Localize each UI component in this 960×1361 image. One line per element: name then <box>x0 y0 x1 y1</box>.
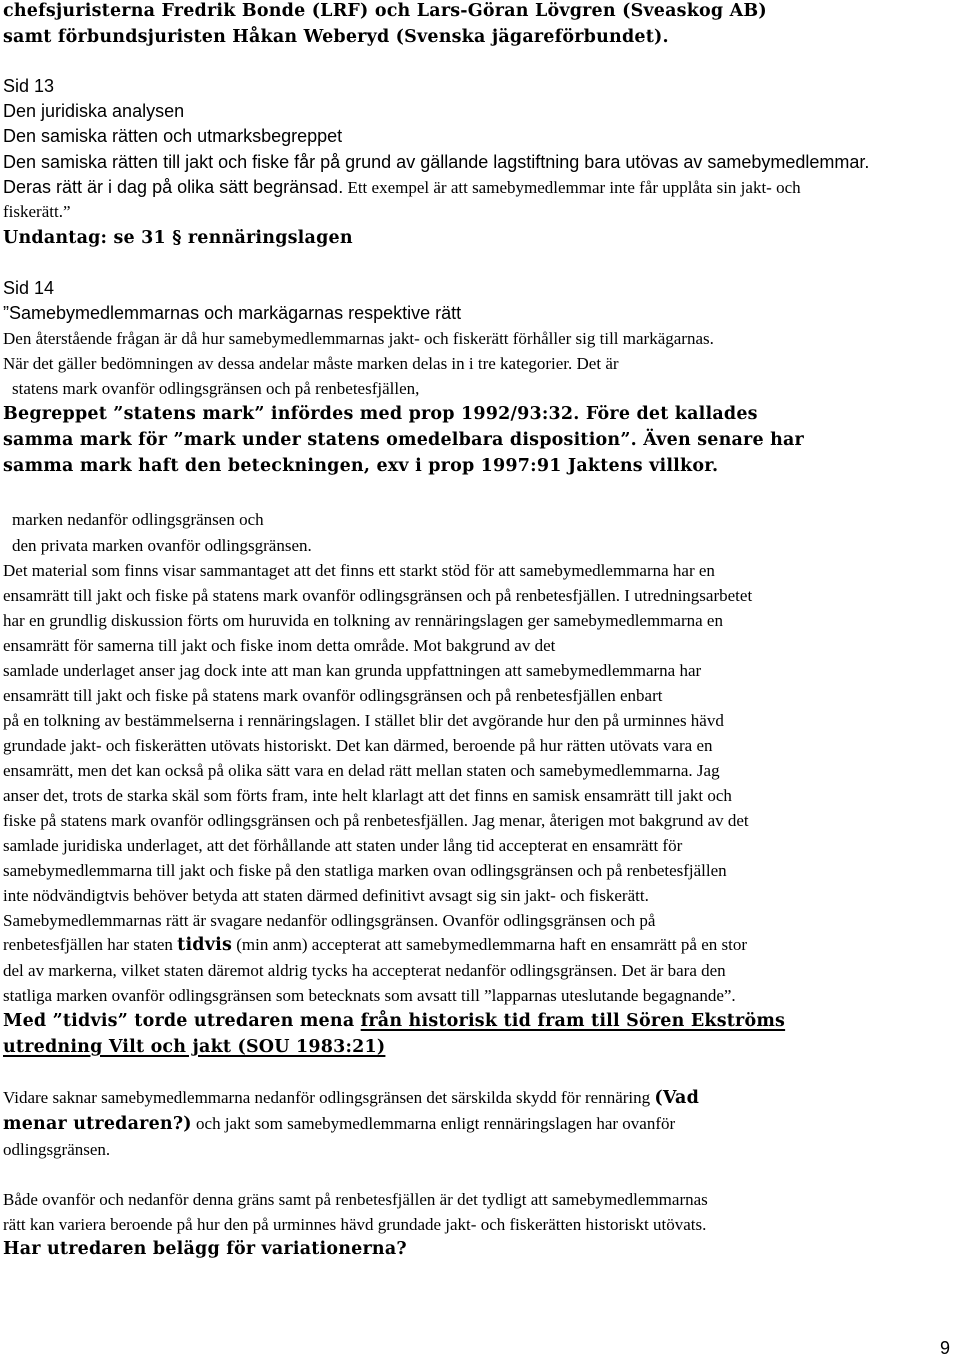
paragraph-line-tidvis <box>3 936 747 955</box>
category-3: den privata marken ovanför odlingsgränsen. <box>12 536 312 555</box>
section14-heading: ”Samebymedlemmarnas och markägarnas respektive rätt <box>3 303 462 323</box>
vidare-text: Vidare saknar samebymedlemmarna nedanför odlingsgränsen det särskilda skydd för rennäring <box>3 1088 655 1107</box>
paragraph-line: grundade jakt- och fiskerätten utövats historiskt. Det kan därmed, beroende på hur rätten utövats vara en <box>3 736 713 755</box>
tidvis-pre: renbetesfjällen har staten <box>3 935 178 954</box>
paragraph-line: på en tolkning av bestämmelserna i rennäringslagen. I stället blir det avgörande hur den på urminnes hävd <box>3 711 724 730</box>
comment-line-1: Begreppet ”statens mark” infördes med prop 1992/93:32. Före det kallades <box>3 404 758 424</box>
category-1: statens mark ovanför odlingsgränsen och på renbetesfjällen, <box>12 379 420 398</box>
paragraph-line: statliga marken ovanför odlingsgränsen som betecknats som avsatt till ”lapparnas uteslutande begagnande”. <box>3 986 736 1005</box>
paragraph-line: Samebymedlemmarnas rätt är svagare nedanför odlingsgränsen. Ovanför odlingsgränsen och på <box>3 911 656 930</box>
section13-body-3: fiskerätt.” <box>3 202 71 221</box>
category-2: marken nedanför odlingsgränsen och <box>12 510 264 529</box>
section13-body-2a: Deras rätt är i dag på olika sätt begränsad. <box>3 177 344 197</box>
paragraph-line: Det material som finns visar sammantaget att det finns ett starkt stöd för att samebymedlemmarna har en <box>3 561 715 580</box>
paragraph-line: ensamrätt till jakt och fiske på statens mark ovanför odlingsgränsen och på renbetesfjällen. I utredningsarbetet <box>3 586 753 605</box>
section13-body-1: Den samiska rätten till jakt och fiske får på grund av gällande lagstiftning bara utövas av samebymedlemmar. <box>3 152 870 172</box>
header-line-1: chefsjuristerna Fredrik Bonde (LRF) och Lars-Göran Lövgren (Sveaskog AB) <box>3 1 767 21</box>
vidare-comment-1: (Vad <box>654 1088 700 1108</box>
header-line-2: samt förbundsjuristen Håkan Weberyd (Svenska jägareförbundet). <box>3 27 669 47</box>
comment-tidvis-1 <box>3 1012 785 1031</box>
page-ref-14: Sid 14 <box>3 278 55 298</box>
section-heading: Den juridiska analysen <box>3 101 185 121</box>
paragraph-line: samlade juridiska underlaget, att det förhållande att staten under lång tid accepterat en ensamrätt för <box>3 836 683 855</box>
paragraph-line: anser det, trots de starka skäl som förts fram, inte helt klarlagt att det finns en samisk ensamrätt till jakt och <box>3 786 732 805</box>
vidare-text-2: och jakt som samebymedlemmarna enligt rennäringslagen har ovanför <box>191 1114 676 1133</box>
tidvis-post: (min anm) accepterat att samebymedlemmarna haft en ensamrätt på en stor <box>232 935 747 954</box>
bada-line-2: rätt kan variera beroende på hur den på urminnes hävd grundade jakt- och fiskerätten historiskt utövats. <box>3 1215 707 1234</box>
section13-body-2 <box>3 178 801 198</box>
paragraph-line: ensamrätt till jakt och fiske på statens mark ovanför odlingsgränsen och på renbetesfjällen enbart <box>3 686 663 705</box>
paragraph-line: ensamrätt, men det kan också på olika sätt vara en delad rätt mellan staten och samebymedlemmarna. Jag <box>3 761 720 780</box>
vidare-comment-2: menar utredaren?) <box>3 1114 192 1134</box>
page-ref-13: Sid 13 <box>3 76 55 96</box>
paragraph-line: samebymedlemmarna till jakt och fiske på den statliga marken ovan odlingsgränsen och på renbetesfjällen <box>3 861 727 880</box>
page-number: 9 <box>940 1338 951 1358</box>
section-subheading: Den samiska rätten och utmarksbegreppet <box>3 126 343 146</box>
vidare-line-3: odlingsgränsen. <box>3 1140 111 1159</box>
final-question: Har utredaren belägg för variationerna? <box>3 1239 407 1259</box>
comment-line-3: samma mark haft den beteckningen, exv i prop 1997:91 Jaktens villkor. <box>3 456 719 476</box>
comment-undantag: Undantag: se 31 § rennäringslagen <box>3 228 353 248</box>
paragraph-line: samlade underlaget anser jag dock inte att man kan grunda uppfattningen att samebymedlemmarna har <box>3 661 702 680</box>
vidare-line-1 <box>3 1089 699 1108</box>
section14-line-2: När det gäller bedömningen av dessa andelar måste marken delas in i tre kategorier. Det är <box>3 354 619 373</box>
comment-tidvis-underlined: från historisk tid fram till Sören Ekströms <box>360 1011 786 1031</box>
comment-line-2: samma mark för ”mark under statens omedelbara disposition”. Även senare har <box>3 430 804 450</box>
comment-tidvis-pre: Med ”tidvis” torde utredaren mena <box>3 1011 361 1031</box>
vidare-line-2 <box>3 1115 675 1134</box>
paragraph-line: ensamrätt för samerna till jakt och fiske inom detta område. Mot bakgrund av det <box>3 636 556 655</box>
paragraph-line: har en grundlig diskussion förts om huruvida en tolkning av rennäringslagen ger samebymedlemmarna en <box>3 611 723 630</box>
paragraph-line: del av markerna, vilket staten däremot aldrig tycks ha accepterat nedanför odlingsgränsen. Det är bara den <box>3 961 726 980</box>
bada-line-1: Både ovanför och nedanför denna gräns samt på renbetesfjällen är det tydligt att samebymedlemmarnas <box>3 1190 708 1209</box>
section14-line-1: Den återstående frågan är då hur samebymedlemmarnas jakt- och fiskerätt förhåller sig till markägarnas. <box>3 329 714 348</box>
tidvis-emphasis: tidvis <box>177 935 233 955</box>
section13-body-2b: Ett exempel är att samebymedlemmar inte får upplåta sin jakt- och <box>343 178 801 197</box>
paragraph-line: fiske på statens mark ovanför odlingsgränsen och på renbetesfjällen. Jag menar, återigen mot bakgrund av det <box>3 811 749 830</box>
paragraph-line: inte nödvändigtvis behöver betyda att staten därmed definitivt avsagt sig sin jakt- och fiskerätt. <box>3 886 649 905</box>
comment-tidvis-2: utredning Vilt och jakt (SOU 1983:21) <box>3 1037 386 1057</box>
